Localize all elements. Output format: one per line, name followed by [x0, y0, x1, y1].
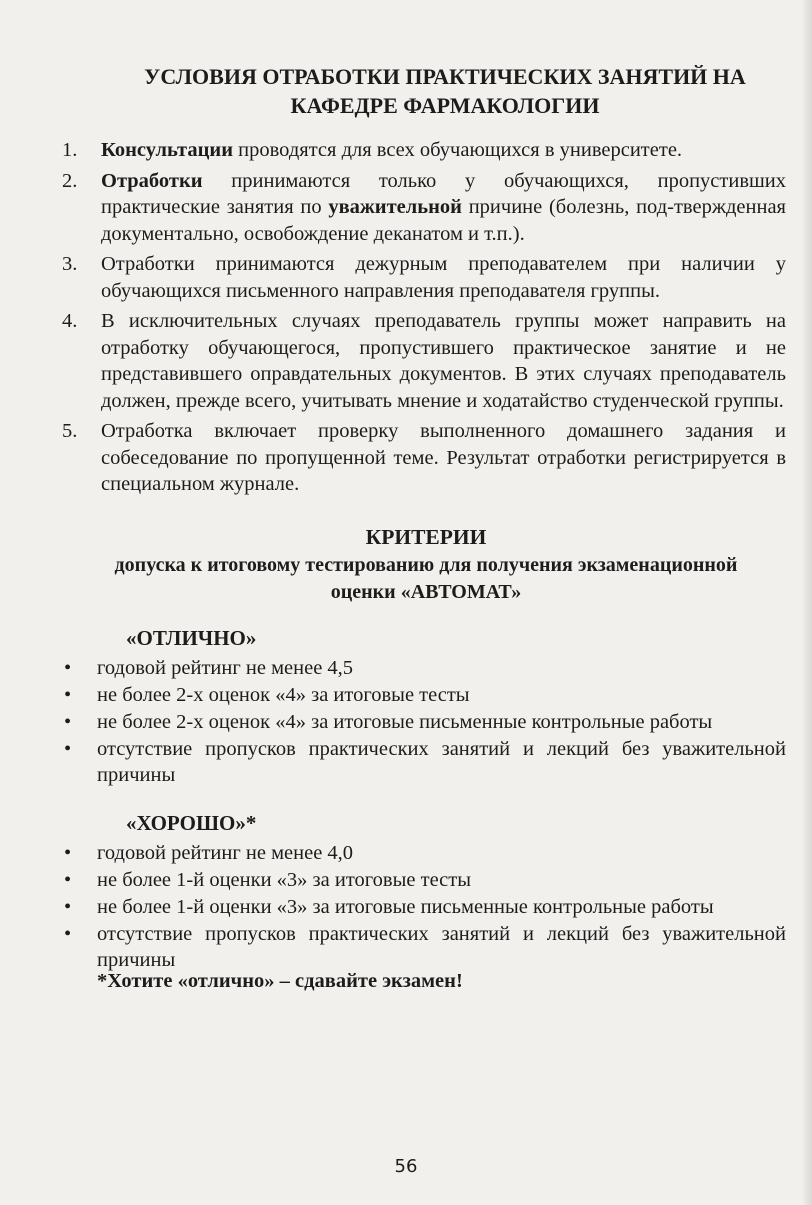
bullet-icon: •	[64, 842, 72, 864]
item-text: годовой рейтинг не менее 4,0	[97, 842, 354, 864]
item-text: Отработки принимаются дежурным преподавателем при наличии у обучающихся письменного направления преподавателя группы.	[101, 253, 786, 302]
item-number: 4.	[62, 310, 78, 332]
criteria-title: КРИТЕРИИ	[365, 525, 487, 549]
condition-item-2	[62, 168, 786, 248]
item-number: 1.	[62, 139, 78, 161]
bullet-icon: •	[64, 896, 72, 918]
criteria-subtitle	[62, 552, 790, 606]
criteria-subtitle-line-1: допуска к итоговому тестированию для получения экзаменационной	[114, 554, 738, 576]
condition-item-4	[62, 308, 786, 414]
item-text: проводятся для всех обучающихся в университете.	[233, 139, 683, 161]
item-text: принимаются только у обучающихся, пропустивших практические занятия по	[101, 169, 786, 218]
page-number: 56	[394, 1156, 418, 1177]
list-item	[62, 894, 786, 920]
item-text: не более 1-й оценки «3» за итоговые тесты	[97, 869, 472, 891]
page-edge-shadow	[802, 0, 812, 1205]
item-text: не более 2-х оценок «4» за итоговые тесты	[97, 684, 470, 706]
good-heading: «ХОРОШО»*	[126, 811, 257, 835]
title-line-1: УСЛОВИЯ ОТРАБОТКИ ПРАКТИЧЕСКИХ ЗАНЯТИЙ НА	[144, 64, 746, 89]
item-text: В исключительных случаях преподаватель группы может направить на отработку обучающегося, пропустившего практическое занятие и не представившего оправдательных документов. В этих случаях преподаватель должен, прежде всего, учитывать мнение и ходатайство студенческой группы.	[101, 310, 786, 412]
list-item	[62, 682, 786, 708]
exam-slogan: *Хотите «отлично» – сдавайте экзамен!	[97, 970, 463, 992]
bold-emphasis: уважительной	[328, 196, 462, 218]
item-number: 3.	[62, 253, 78, 275]
item-text: причине (болезнь, под-твержденная документально, освобождение деканатом и т.п.).	[101, 196, 786, 245]
item-text: отсутствие пропусков практических занятий и лекций без уважительной причины	[97, 738, 786, 786]
item-number: 5.	[62, 420, 78, 442]
excellent-criteria-list	[62, 655, 786, 789]
list-item	[62, 840, 786, 866]
item-text: не более 1-й оценки «3» за итоговые письменные контрольные работы	[97, 896, 714, 918]
item-number: 2.	[62, 169, 78, 192]
bullet-icon: •	[64, 738, 72, 760]
item-text: не более 2-х оценок «4» за итоговые письменные контрольные работы	[97, 711, 713, 733]
list-item	[62, 736, 786, 788]
bold-lead: Консультации	[101, 139, 234, 161]
good-criteria-list	[62, 840, 786, 974]
excellent-heading: «ОТЛИЧНО»	[126, 626, 257, 650]
bullet-icon: •	[64, 657, 72, 679]
condition-item-3	[62, 251, 786, 304]
item-text: годовой рейтинг не менее 4,5	[97, 657, 354, 679]
condition-item-5	[62, 418, 786, 498]
list-item	[62, 655, 786, 681]
bullet-icon: •	[64, 869, 72, 891]
list-item	[62, 921, 786, 973]
bullet-icon: •	[64, 684, 72, 706]
item-text: Отработка включает проверку выполненного домашнего задания и собеседование по пропущенной теме. Результат отработки регистрируется в специальном журнале.	[101, 420, 786, 495]
bullet-icon: •	[64, 711, 72, 733]
bold-lead: Отработки	[101, 169, 203, 192]
item-text: отсутствие пропусков практических занятий и лекций без уважительной причины	[97, 923, 786, 971]
list-item	[62, 867, 786, 893]
title-line-2: КАФЕДРЕ ФАРМАКОЛОГИИ	[290, 93, 600, 118]
list-item	[62, 709, 786, 735]
bullet-icon: •	[64, 923, 72, 945]
conditions-list	[62, 137, 786, 502]
page-title	[100, 62, 790, 120]
criteria-subtitle-line-2: оценки «АВТОМАТ»	[330, 581, 522, 603]
condition-item-1	[62, 137, 786, 164]
